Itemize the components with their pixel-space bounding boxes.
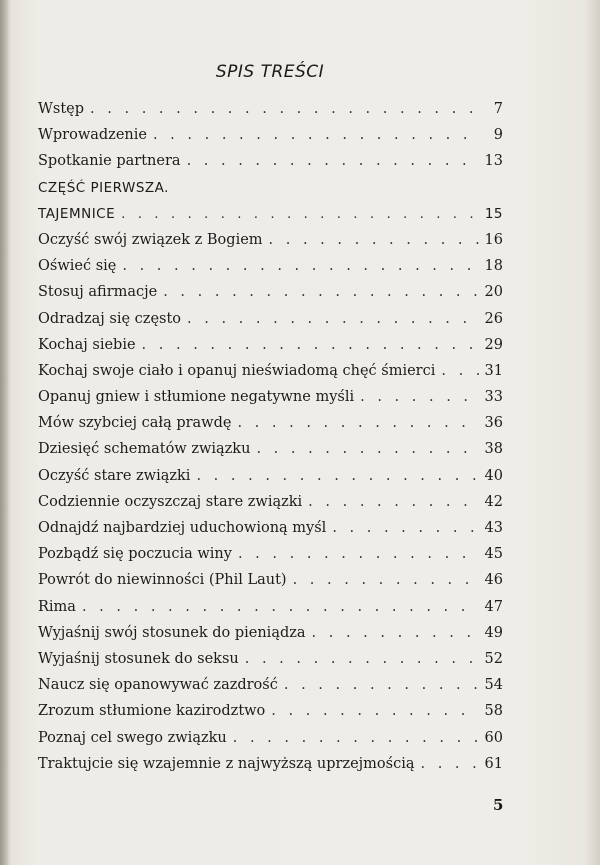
dot-leader	[233, 725, 479, 751]
toc-entry-page: 45	[484, 546, 503, 563]
dot-leader	[142, 332, 479, 358]
table-of-contents	[38, 96, 503, 777]
toc-entry-label: CZĘŚĆ PIERWSZA.	[38, 179, 169, 196]
dot-leader	[82, 594, 479, 620]
toc-entry-label: Naucz się opanowywać zazdrość	[38, 677, 278, 694]
toc-entry-page: 18	[484, 258, 503, 275]
dot-leader	[360, 384, 478, 410]
dot-leader	[269, 227, 479, 253]
toc-entry-page: 40	[484, 467, 503, 484]
toc-entry-label: Oświeć się	[38, 258, 117, 275]
toc-entry-page: 38	[484, 441, 503, 458]
toc-entry-label: Odradzaj się często	[38, 310, 182, 327]
toc-entry-page: 61	[484, 755, 503, 772]
dot-leader	[271, 698, 478, 724]
toc-entry-label: Wprowadzenie	[38, 127, 147, 144]
toc-entry	[38, 646, 503, 672]
toc-entry	[38, 515, 503, 541]
toc-entry	[38, 567, 503, 593]
dot-leader	[421, 751, 479, 777]
spine-shadow	[0, 0, 10, 865]
toc-entry-page: 60	[484, 729, 503, 746]
toc-entry-page: 26	[484, 310, 503, 327]
dot-leader	[256, 436, 478, 462]
toc-entry	[38, 620, 503, 646]
toc-entry-label: Kochaj siebie	[38, 336, 136, 353]
toc-entry	[38, 96, 503, 122]
toc-entry	[38, 253, 503, 279]
toc-entry-label: Codziennie oczyszczaj stare związki	[38, 493, 303, 510]
toc-entry-label: Kochaj swoje ciało i opanuj nieświadomą chęć śmierci	[38, 362, 436, 379]
toc-entry	[38, 672, 503, 698]
toc-entry	[38, 175, 503, 201]
dot-leader	[122, 253, 478, 279]
toc-entry	[38, 148, 503, 174]
toc-entry	[38, 306, 503, 332]
toc-entry-label: Powrót do niewinności (Phil Laut)	[38, 572, 287, 589]
toc-entry-label: Oczyść stare związki	[38, 467, 191, 484]
toc-entry	[38, 279, 503, 305]
toc-entry	[38, 436, 503, 462]
toc-entry-page: 15	[484, 205, 503, 222]
toc-entry-page: 29	[484, 336, 503, 353]
toc-entry-label: Wyjaśnij swój stosunek do pieniądza	[38, 624, 306, 641]
toc-entry-page: 36	[484, 415, 503, 432]
dot-leader	[308, 489, 478, 515]
toc-entry-page: 58	[484, 703, 503, 720]
toc-entry-page: 13	[484, 153, 503, 170]
dot-leader	[196, 463, 478, 489]
dot-leader	[90, 96, 481, 122]
dot-leader	[293, 567, 479, 593]
toc-entry-page: 47	[484, 598, 503, 615]
toc-entry	[38, 122, 503, 148]
toc-entry	[38, 541, 503, 567]
toc-entry-label: Oczyść swój związek z Bogiem	[38, 231, 263, 248]
toc-entry	[38, 725, 503, 751]
dot-leader	[237, 410, 478, 436]
toc-entry-label: Odnajdź najbardziej uduchowioną myśl	[38, 520, 327, 536]
toc-entry	[38, 332, 503, 358]
toc-entry-label: Mów szybciej całą prawdę	[38, 415, 232, 432]
toc-entry	[38, 594, 503, 620]
toc-entry	[38, 227, 503, 253]
toc-entry-page: 52	[484, 650, 503, 667]
toc-entry-page: 20	[484, 284, 503, 301]
dot-leader	[312, 620, 479, 646]
toc-entry-label: Zrozum stłumione kazirodztwo	[38, 703, 266, 720]
toc-entry-page: 42	[484, 493, 503, 510]
toc-entry	[38, 698, 503, 724]
page-number: 5	[493, 796, 504, 814]
dot-leader	[332, 515, 478, 541]
toc-entry	[38, 751, 503, 777]
dot-leader	[187, 306, 479, 332]
toc-entry	[38, 384, 503, 410]
toc-entry-page: 43	[484, 520, 503, 536]
toc-entry-label: Stosuj afirmacje	[38, 284, 158, 301]
dot-leader	[441, 358, 478, 384]
toc-entry-page: 7	[493, 101, 503, 117]
toc-entry-page: 33	[484, 389, 503, 406]
toc-entry-page: 54	[484, 677, 503, 694]
toc-entry-page: 46	[484, 572, 503, 589]
toc-entry-label: Opanuj gniew i stłumione negatywne myśli	[38, 389, 355, 406]
toc-entry-label: Dziesięć schematów związku	[38, 441, 251, 458]
dot-leader	[284, 672, 479, 698]
toc-entry	[38, 201, 503, 227]
dot-leader	[153, 122, 481, 148]
toc-entry-label: Wyjaśnij stosunek do seksu	[38, 650, 239, 667]
dot-leader	[238, 541, 479, 567]
toc-entry	[38, 463, 503, 489]
toc-entry-label: Rima	[38, 598, 76, 615]
toc-entry-label: Traktujcie się wzajemnie z najwyższą uprzejmością	[38, 755, 415, 772]
toc-entry-label: Wstęp	[38, 101, 85, 117]
toc-entry-label: TAJEMNICE	[38, 205, 116, 222]
toc-entry-label: Poznaj cel swego związku	[38, 729, 227, 746]
dot-leader	[121, 201, 479, 227]
dot-leader	[245, 646, 479, 672]
dot-leader	[187, 148, 479, 174]
toc-entry-page: 49	[484, 624, 503, 641]
page-title: SPIS TREŚCI	[215, 62, 325, 82]
dot-leader	[163, 279, 478, 305]
toc-entry-page: 31	[484, 362, 503, 379]
toc-entry	[38, 410, 503, 436]
toc-entry-label: Spotkanie partnera	[38, 153, 181, 170]
toc-entry	[38, 358, 503, 384]
toc-entry-page: 9	[493, 127, 503, 144]
toc-entry-page: 16	[484, 231, 503, 248]
toc-entry	[38, 489, 503, 515]
toc-entry-label: Pozbądź się poczucia winy	[38, 546, 232, 563]
